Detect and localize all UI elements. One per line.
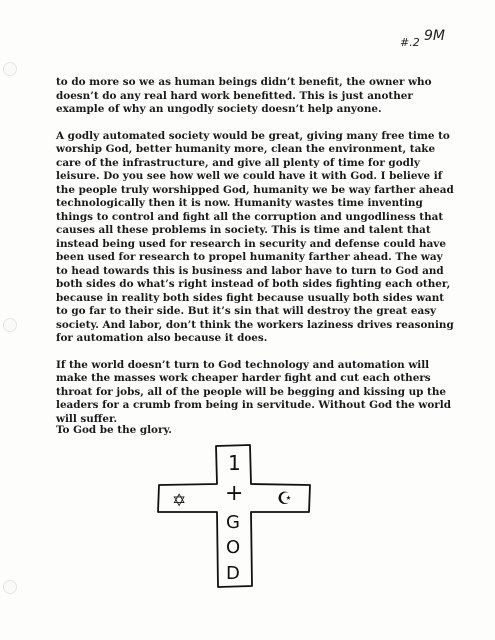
cross-number: 1 — [228, 451, 241, 475]
cross-letter-g: G — [226, 512, 240, 533]
paragraph: A godly automated society would be great, giving many free time to worship God, better humanity more, clean the environment, take care of the infrastructure, and give all plenty of time for godly leisure. Do you see how well we could have it with God. I believe if the people truly worshipped God, humanity we be way farther ahead technologically then it is now. Humanity wastes time inventing things to control and fight all the corruption and ungodliness that causes all these problems in society. This is time and talent that instead being used for research in security and defense could have been used for research to propel humanity farther ahead. The way to head towards this is business and labor have to turn to God and both sides do what’s right instead of both sides fighting each other, because in reality both sides fight because usually both sides want to go far to their side. But it’s sin that will destroy the great easy society. And labor, don’t think the workers laziness drives reasoning for automation also because it does. — [56, 129, 454, 344]
cross-mark: + — [225, 481, 244, 506]
star-of-david-icon: ✡ — [172, 491, 187, 511]
page-number-suffix: 9M — [424, 28, 445, 44]
punch-hole — [3, 580, 17, 594]
paragraph: to do more so we as human beings didn’t benefit, the owner who doesn’t do any real hard work benefitted. This is just another example of why an ungodly society doesn’t help anyone. — [56, 76, 432, 115]
page-number-prefix: #.2 — [400, 36, 420, 49]
punch-hole — [3, 62, 17, 76]
punch-hole — [3, 318, 17, 332]
star-and-crescent-icon: ☪ — [277, 489, 293, 509]
paragraph: If the world doesn’t turn to God technology and automation will make the masses work cheaper harder fight and cut each others throat for jobs, all of the people will be begging and kissing up the leaders for a crumb from being in servitude. Without God the world will suffer. — [56, 358, 451, 425]
cross-letter-d: D — [226, 563, 240, 584]
hand-drawn-cross — [150, 440, 320, 590]
body-text — [56, 76, 456, 439]
cross-letter-o: O — [226, 537, 241, 558]
closing-line: To God be the glory. — [56, 424, 172, 436]
